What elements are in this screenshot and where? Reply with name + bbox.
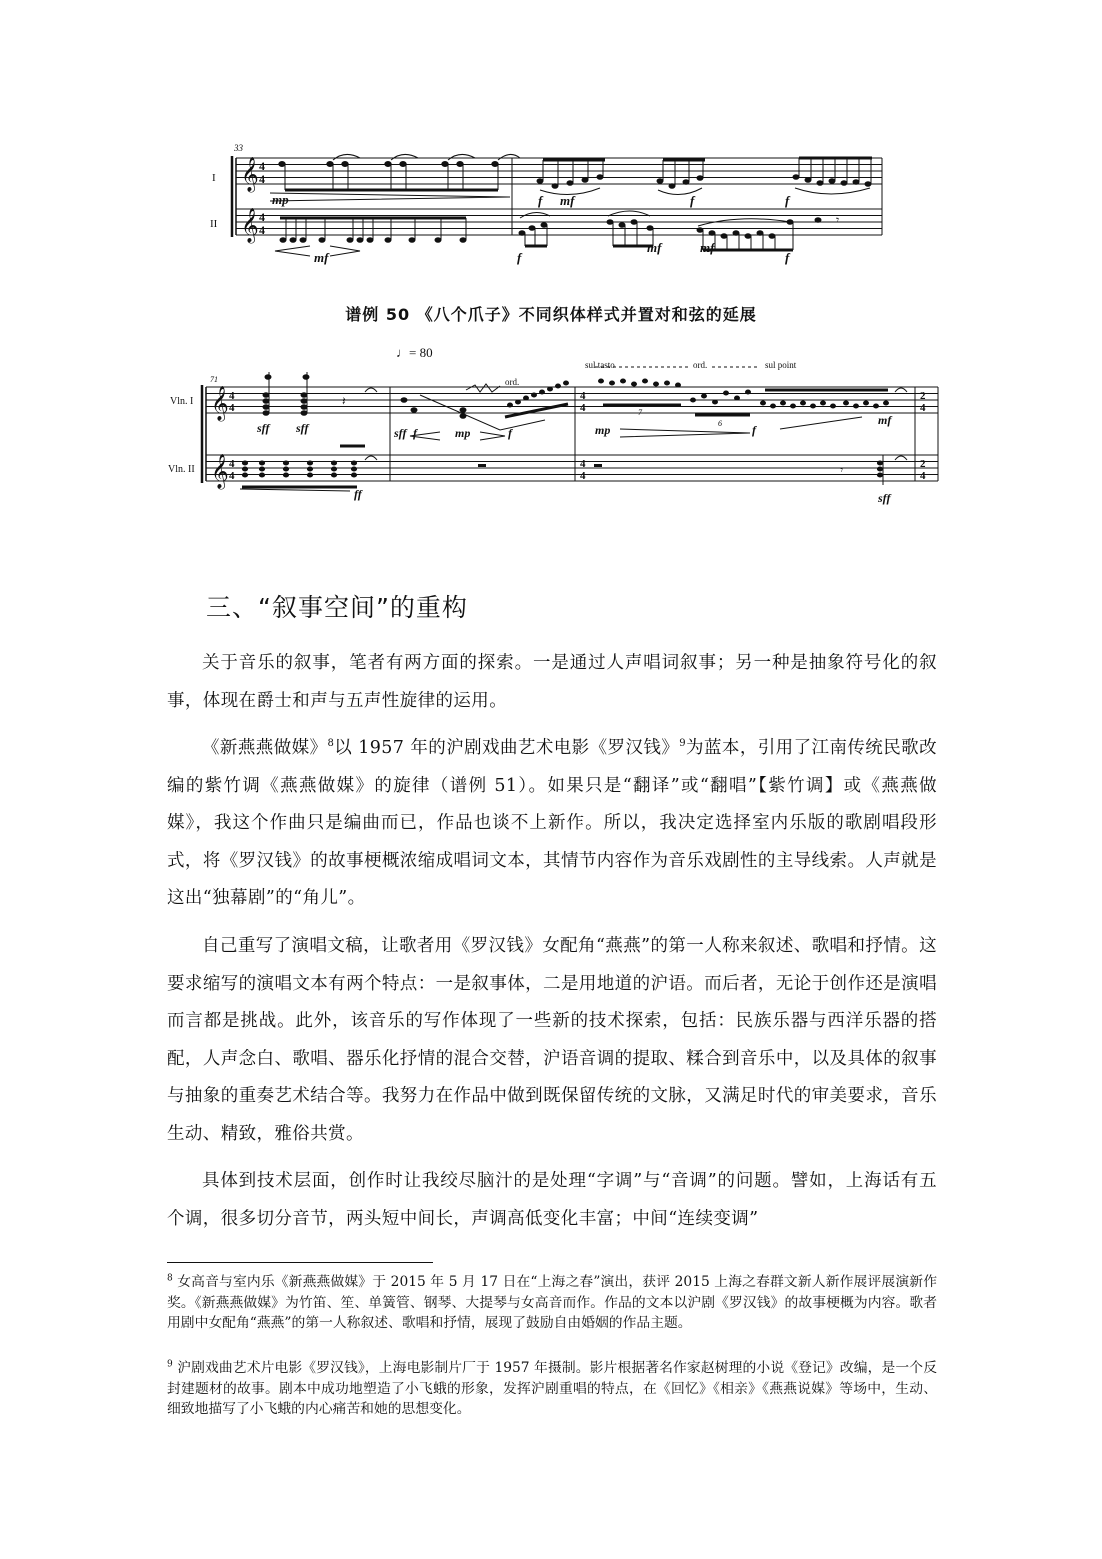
part-label-2: Vln. II [168, 464, 195, 475]
technique-sul-tasto: sul tasto [585, 360, 615, 370]
footnote-text: 沪剧戏曲艺术片电影《罗汉钱》，上海电影制片厂于 1957 年摄制。影片根据著名作家赵树理的小说《登记》改编，是一个反封建题材的故事。剧本中成功地塑造了小飞蛾的形象，发挥沪剧重唱的特点，在《回忆》《相亲》《燕燕说媒》等场中，生动、细致地描写了小飞蛾的内心痛苦和她的思想变化。 [167, 1360, 937, 1417]
dynamic-mark: mf [314, 250, 329, 265]
footnote-ref[interactable]: 8 [327, 738, 335, 750]
dynamic-mark: f [508, 426, 512, 440]
svg-text:4: 4 [229, 458, 235, 470]
paragraph-text: 为蓝本，引用了江南传统民歌改编的紫竹调《燕燕做媒》的旋律（谱例 51）。如果只是“翻译”或“翻唱”【紫竹调】或《燕燕做媒》，我这个作曲只是编曲而已，作品也谈不上新作。所以，我决定选择室内乐版的歌剧唱段形式，将《罗汉钱》的故事梗概浓缩成唱词文本，其情节内容作为音乐戏剧性的主导线索。人声就是这出“独幕剧”的“角儿”。 [167, 738, 937, 908]
svg-text:4: 4 [259, 210, 265, 224]
dynamic-mark: mp [455, 426, 471, 440]
dynamic-mark: f [517, 250, 522, 265]
measure-number: 71 [210, 375, 218, 384]
svg-text:4: 4 [580, 402, 586, 414]
dynamic-mark: mf [560, 193, 575, 208]
dynamic-mark: ff [354, 487, 362, 501]
dynamic-mark: f [538, 193, 543, 208]
svg-text:𝄾: 𝄾 [840, 463, 844, 477]
svg-text:𝄞: 𝄞 [211, 387, 229, 420]
dynamic-mark: f [785, 250, 790, 265]
svg-text:𝄽: 𝄽 [342, 394, 346, 408]
footnote-divider [167, 1262, 433, 1263]
dynamic-mark: sff [296, 421, 309, 435]
svg-text:4: 4 [229, 390, 235, 402]
section-heading: 三、“叙事空间”的重构 [206, 593, 468, 622]
tuplet-number: 6 [718, 419, 722, 428]
dynamic-mark: f [413, 426, 417, 440]
footnote [167, 1272, 937, 1334]
score-example-2 [0, 340, 1102, 510]
svg-text:4: 4 [920, 402, 926, 414]
paragraph [167, 928, 937, 1153]
dynamic-mark: mp [272, 192, 289, 207]
part-label-1: I [212, 172, 216, 184]
footnote-number: 9 [167, 1359, 173, 1370]
figure-caption: 谱例 50 《八个爪子》不同织体样式并置对和弦的延展 [345, 305, 757, 324]
technique-ord: ord. [505, 377, 520, 387]
paragraph-text: 《新燕燕做媒》 [202, 738, 328, 758]
paragraph-text: 以 1957 年的沪剧戏曲艺术电影《罗汉钱》 [334, 738, 680, 758]
tempo-mark: ♩= 80 [396, 345, 433, 360]
dynamic-mark: mf [878, 413, 892, 427]
svg-text:4: 4 [920, 470, 926, 482]
footnote [167, 1358, 937, 1420]
svg-text:4: 4 [580, 470, 586, 482]
technique-sul-point: sul point [765, 360, 797, 370]
part-label-1: Vln. I [170, 396, 194, 407]
measure-number: 33 [234, 143, 243, 153]
score-example-1 [0, 130, 1102, 270]
svg-text:4: 4 [580, 458, 586, 470]
svg-text:4: 4 [229, 402, 235, 414]
footnote-ref[interactable]: 9 [679, 738, 687, 750]
dynamic-mark: sff [394, 426, 407, 440]
paragraph [167, 730, 937, 918]
svg-text:4: 4 [580, 390, 586, 402]
svg-text:𝄞: 𝄞 [241, 209, 259, 242]
paragraph-text: 自己重写了演唱文稿，让歌者用《罗汉钱》女配角“燕燕”的第一人称来叙述、歌唱和抒情。这要求缩写的演唱文本有两个特点：一是叙事体，二是用地道的沪语。而后者，无论于创作还是演唱而言都是挑战。此外，该音乐的写作体现了一些新的技术探索，包括：民族乐器与西洋乐器的搭配，人声念白、歌唱、器乐化抒情的混合交替，沪语音调的提取、糅合到音乐中，以及具体的叙事与抽象的重奏艺术结合等。我努力在作品中做到既保留传统的文脉，又满足时代的审美要求，音乐生动、精致，雅俗共赏。 [167, 936, 937, 1144]
dynamic-mark: f [690, 193, 695, 208]
tuplet-number: 7 [638, 408, 642, 417]
dynamic-mark: mf [647, 240, 662, 255]
svg-text:4: 4 [259, 159, 265, 173]
dynamic-mark: f [785, 193, 790, 208]
svg-text:2: 2 [920, 458, 926, 470]
svg-text:𝄞: 𝄞 [241, 158, 259, 191]
part-label-2: II [210, 218, 218, 230]
footnote-number: 8 [167, 1273, 173, 1284]
dynamic-mark: sff [257, 421, 270, 435]
technique-ord: ord. [693, 360, 708, 370]
svg-text:𝄾: 𝄾 [836, 213, 840, 227]
footnote-text: 女高音与室内乐《新燕燕做媒》于 2015 年 5 月 17 日在“上海之春”演出，获评 2015 上海之春群文新人新作展评展演新作奖。《新燕燕做媒》为竹笛、笙、单簧管、钢琴、大提琴与女高音而作。作品的文本以沪剧《罗汉钱》的故事梗概为内容。歌者用剧中女配角“燕燕”的第一人称叙述、歌唱和抒情，展现了鼓励自由婚姻的作品主题。 [167, 1274, 937, 1331]
svg-text:𝄞: 𝄞 [211, 455, 229, 488]
svg-text:4: 4 [259, 172, 265, 186]
paragraph-text: 关于音乐的叙事，笔者有两方面的探索。一是通过人声唱词叙事；另一种是抽象符号化的叙事，体现在爵士和声与五声性旋律的运用。 [167, 653, 937, 711]
paragraph [167, 645, 937, 720]
dynamic-mark: f [752, 423, 756, 437]
dynamic-mark: mp [595, 423, 611, 437]
svg-text:4: 4 [259, 223, 265, 237]
paragraph-text: 具体到技术层面，创作时让我绞尽脑汁的是处理“字调”与“音调”的问题。譬如，上海话有五个调，很多切分音节，两头短中间长，声调高低变化丰富；中间“连续变调” [167, 1171, 937, 1229]
svg-text:2: 2 [920, 390, 926, 402]
dynamic-mark: mf [700, 240, 715, 255]
svg-text:4: 4 [229, 470, 235, 482]
paragraph [167, 1163, 937, 1238]
dynamic-mark: sff [878, 491, 891, 505]
